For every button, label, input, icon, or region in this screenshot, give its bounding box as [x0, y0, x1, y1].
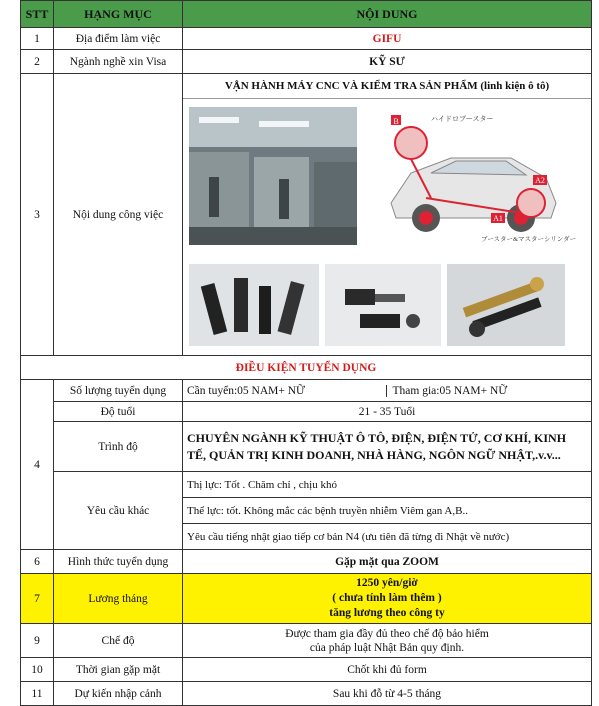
- can-tuyen: Cần tuyển:05 NAM+ NỮ: [187, 384, 305, 397]
- stt-3: 3: [21, 74, 54, 356]
- row-10: [21, 658, 592, 682]
- label-nganh-nghe: Ngành nghề xin Visa: [54, 50, 183, 74]
- label-thoi-gian: Thời gian gặp mặt: [54, 658, 183, 682]
- factory-photo: [189, 107, 357, 245]
- value-luong: [183, 574, 592, 624]
- stt-4: 4: [21, 380, 54, 550]
- row-do-tuoi: [21, 402, 592, 422]
- stt-6: 6: [21, 550, 54, 574]
- label-hinh-thuc: Hình thức tuyển dụng: [54, 550, 183, 574]
- yeu-cau-item: Thị lực: Tốt . Chăm chỉ , chịu khó: [183, 472, 591, 498]
- luong-line-2: ( chưa tính làm thêm ): [332, 592, 442, 604]
- stt-7: 7: [21, 574, 54, 624]
- che-do-line-2: của pháp luật Nhật Bản quy định.: [309, 641, 465, 654]
- value-do-tuoi: 21 - 35 Tuổi: [183, 402, 592, 422]
- value-nganh-nghe: KỸ SƯ: [183, 50, 592, 74]
- parts-photo-1: [189, 264, 319, 346]
- value-nhap-canh: Sau khi đỗ từ 4-5 tháng: [183, 682, 592, 706]
- che-do-line-1: Được tham gia đầy đủ theo chế độ bảo hiểm: [285, 627, 489, 640]
- row-trinh-do: [21, 422, 592, 472]
- label-trinh-do: Trình độ: [54, 422, 183, 472]
- label-b: B: [393, 117, 399, 126]
- cong-viec-cell: [183, 74, 592, 356]
- so-luong-cell: [183, 380, 592, 402]
- label-noi-dung-cong-viec: Nội dung công việc: [54, 74, 183, 356]
- row-so-luong: [21, 380, 592, 402]
- row-3: [21, 74, 592, 356]
- row-9: [21, 624, 592, 658]
- value-che-do: [183, 624, 592, 658]
- tham-gia: Tham gia:05 NAM+ NỮ: [386, 385, 592, 397]
- stt-2: 2: [21, 50, 54, 74]
- header-stt: STT: [21, 1, 54, 28]
- label-do-tuoi: Độ tuổi: [54, 402, 183, 422]
- section-row: [21, 356, 592, 380]
- jp-bottom-text: ブースター&マスターシリンダー: [481, 236, 577, 243]
- stt-9: 9: [21, 624, 54, 658]
- label-luong: Lương tháng: [54, 574, 183, 624]
- luong-line-3: tăng lương theo công ty: [329, 607, 445, 619]
- yeu-cau-item: Yêu cầu tiếng nhật giao tiếp cơ bản N4 (ưu tiên đã từng đi Nhật về nước): [187, 530, 510, 543]
- value-thoi-gian: Chốt khi đủ form: [183, 658, 592, 682]
- header-hang-muc: HẠNG MỤC: [54, 1, 183, 28]
- label-che-do: Chế độ: [54, 624, 183, 658]
- stt-10: 10: [21, 658, 54, 682]
- car-diagram: [371, 103, 577, 251]
- label-a2: A2: [535, 176, 545, 185]
- luong-line-1: 1250 yên/giờ: [356, 577, 418, 589]
- stt-1: 1: [21, 28, 54, 50]
- jp-top-text: ハイドロブースター: [431, 115, 494, 123]
- header-row: [21, 1, 592, 28]
- row-7: [21, 574, 592, 624]
- photo-collage: [183, 99, 591, 355]
- yeu-cau-cell: [183, 472, 592, 550]
- job-table: [20, 0, 592, 706]
- row-2: [21, 50, 592, 74]
- value-trinh-do: CHUYÊN NGÀNH KỸ THUẬT Ô TÔ, ĐIỆN, ĐIỆN TỬ, CƠ KHÍ, KINH TẾ, QUẢN TRỊ KINH DOANH, NHÀ HÀNG, NGÔN NGỮ NHẬT,.v.v...: [183, 422, 592, 472]
- row-yeu-cau: [21, 472, 592, 550]
- label-nhap-canh: Dự kiến nhập cảnh: [54, 682, 183, 706]
- parts-photo-2: [325, 264, 441, 346]
- section-title: ĐIỀU KIỆN TUYỂN DỤNG: [21, 356, 592, 380]
- cong-viec-title: VẬN HÀNH MÁY CNC VÀ KIỂM TRA SẢN PHẨM (linh kiện ô tô): [183, 74, 591, 99]
- label-yeu-cau: Yêu cầu khác: [54, 472, 183, 550]
- label-so-luong: Số lượng tuyển dụng: [54, 380, 183, 402]
- value-hinh-thuc: Gặp mặt qua ZOOM: [183, 550, 592, 574]
- row-1: [21, 28, 592, 50]
- value-dia-diem: GIFU: [183, 28, 592, 50]
- label-a1: A1: [493, 214, 503, 223]
- row-6: [21, 550, 592, 574]
- label-dia-diem: Địa điểm làm việc: [54, 28, 183, 50]
- yeu-cau-item: Thể lực: tốt. Không mắc các bệnh truyền nhiễm Viêm gan A,B..: [183, 498, 591, 524]
- header-noi-dung: NỘI DUNG: [183, 1, 592, 28]
- parts-photo-3: [447, 264, 565, 346]
- stt-11: 11: [21, 682, 54, 706]
- row-11: [21, 682, 592, 706]
